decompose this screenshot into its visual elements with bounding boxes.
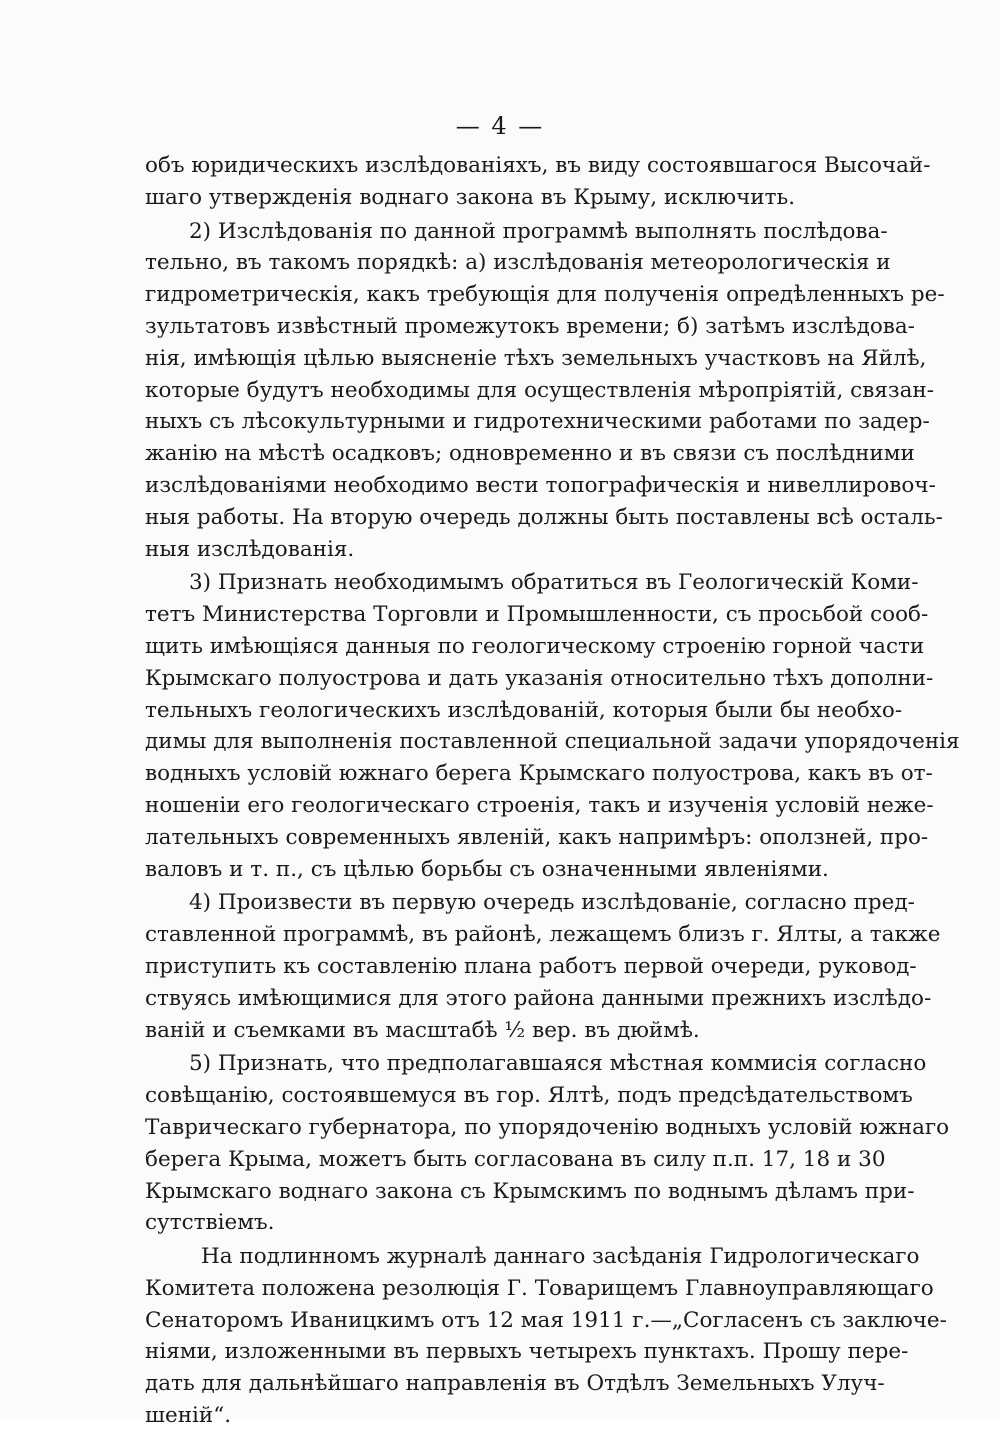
text-line: гидрометрическія, какъ требующія для полученія опредѣленныхъ ре- bbox=[145, 282, 945, 308]
text-line: Комитета положена резолюція Г. Товарищемъ Главноуправляющаго bbox=[145, 1275, 934, 1301]
text-line: тельно, въ такомъ порядкѣ: а) изслѣдованія метеорологическія и bbox=[145, 250, 891, 276]
text-line: берега Крыма, можетъ быть согласована въ силу п.п. 17, 18 и 30 bbox=[145, 1146, 886, 1172]
text-line: ныхъ съ лѣсокультурными и гидротехническими работами по задер- bbox=[145, 409, 930, 435]
text-line: ставленной программѣ, въ районѣ, лежащемъ близъ г. Ялты, а также bbox=[145, 922, 941, 948]
text-line: совѣщанію, состоявшемуся въ гор. Ялтѣ, подъ предсѣдательствомъ bbox=[145, 1083, 913, 1109]
text-line: лательныхъ современныхъ явленій, какъ напримѣръ: оползней, про- bbox=[145, 824, 929, 850]
text-line: Крымскаго воднаго закона съ Крымскимъ по воднымъ дѣламъ при- bbox=[145, 1178, 915, 1204]
text-line: нія, имѣющія цѣлью выясненіе тѣхъ земельныхъ участковъ на Яйлѣ, bbox=[145, 345, 927, 371]
text-line: ваній и съемками въ масштабѣ ½ вер. въ дюймѣ. bbox=[145, 1017, 700, 1043]
text-line: 5) Признать, что предполагавшаяся мѣстная коммисія согласно bbox=[189, 1051, 927, 1077]
text-line: жанію на мѣстѣ осадковъ; одновременно и въ связи съ послѣдними bbox=[145, 441, 915, 467]
text-line: ніями, изложенными въ первыхъ четырехъ пунктахъ. Прошу пере- bbox=[145, 1339, 909, 1365]
text-line: димы для выполненія поставленной специальной задачи упорядоченія bbox=[145, 729, 960, 755]
text-line: ствуясь имѣющимися для этого района данными прежнихъ изслѣдо- bbox=[145, 985, 932, 1011]
text-line: ношеніи его геологическаго строенія, такъ и изученія условій нежe- bbox=[145, 792, 934, 818]
text-line: объ юридическихъ изслѣдованіяхъ, въ виду состоявшагося Высочай- bbox=[145, 153, 931, 178]
text-line: ныя изслѣдованія. bbox=[145, 536, 355, 562]
paragraph-item-5 bbox=[145, 1048, 950, 1239]
text-line: тетъ Министерства Торговли и Промышленности, съ просьбой сооб- bbox=[145, 602, 929, 628]
paragraph-item-2 bbox=[145, 216, 945, 566]
text-line: шаго утвержденія воднаго закона въ Крыму, исключить. bbox=[145, 184, 796, 210]
text-line: зультатовъ извѣстный промежутокъ времени; б) затѣмъ изслѣдова- bbox=[145, 313, 915, 339]
text-line: ныя работы. На вторую очередь должны быть поставлены всѣ осталь- bbox=[145, 504, 943, 530]
text-line: Сенаторомъ Иваницкимъ отъ 12 мая 1911 г.—„Согласенъ съ заключе- bbox=[145, 1307, 947, 1333]
text-line: 3) Признать необходимымъ обратиться въ Геологическій Коми- bbox=[189, 570, 919, 596]
text-line: щить имѣющіяся данныя по геологическому строенію горной части bbox=[145, 633, 925, 659]
text-line: На подлинномъ журналѣ даннаго засѣданія Гидрологическаго bbox=[201, 1244, 920, 1270]
text-line: сутствіемъ. bbox=[145, 1210, 275, 1236]
text-line: приступить къ составленію плана работъ первой очереди, руковод- bbox=[145, 953, 917, 979]
body-text bbox=[145, 150, 960, 1432]
paragraph-continuation bbox=[145, 150, 931, 214]
text-line: дать для дальнѣйшаго направленія въ Отдѣлъ Земельныхъ Улуч- bbox=[145, 1371, 885, 1397]
paragraph-item-3 bbox=[145, 567, 960, 885]
text-line: тельныхъ геологическихъ изслѣдованій, которыя были бы необхо- bbox=[145, 697, 903, 723]
page-number: — 4 — bbox=[455, 112, 545, 140]
text-line: которые будутъ необходимы для осуществленія мѣропріятій, связан- bbox=[145, 377, 935, 403]
text-line: 2) Изслѣдованія по данной программѣ выполнять послѣдова- bbox=[189, 218, 888, 244]
text-line: изслѣдованіями необходимо вести топографическія и нивеллировоч- bbox=[145, 472, 936, 498]
text-line: Таврическаго губернатора, по упорядоченію водныхъ условій южнаго bbox=[145, 1114, 950, 1140]
text-line: Крымскаго полуострова и дать указанія относительно тѣхъ дополни- bbox=[145, 665, 934, 691]
text-line: водныхъ условій южнаго берега Крымскаго полуострова, какъ въ от- bbox=[145, 761, 933, 787]
paragraph-resolution bbox=[145, 1241, 947, 1432]
text-line: 4) Произвести въ первую очередь изслѣдованіе, согласно пред- bbox=[189, 890, 915, 916]
text-line: валовъ и т. п., съ цѣлью борьбы съ означенными явленіями. bbox=[145, 856, 829, 882]
text-line: шеній“. bbox=[145, 1403, 232, 1429]
paragraph-item-4 bbox=[145, 887, 941, 1046]
